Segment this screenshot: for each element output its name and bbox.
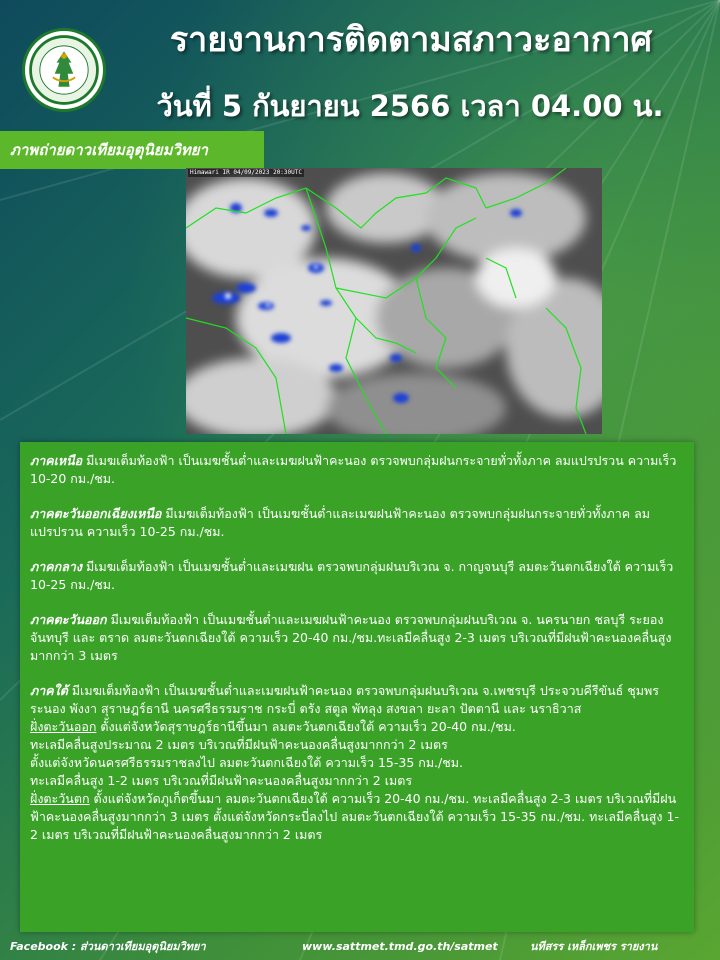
- region-text-central: มีเมฆเต็มท้องฟ้า เป็นเมฆชั้นต่ำและเมฆฝน ตรวจพบกลุ่มฝนบริเวณ จ. กาญจนบุรี ลมตะวันตกเฉียงใต้ ความเร็ว 10-25 กม./ชม.: [30, 559, 674, 592]
- footer-facebook-link[interactable]: Facebook : ส่วนดาวเทียมอุตุนิยมวิทยา: [10, 940, 206, 953]
- region-text-east: มีเมฆเต็มท้องฟ้า เป็นเมฆชั้นต่ำและเมฆฝนฟ้าคะนอง ตรวจพบกลุ่มฝนบริเวณ จ. นครนายก ชลบุรี ระยอง จันทบุรี และ ตราด ลมตะวันตกเฉียงใต้ ความเร็ว 20-40 กม./ชม.ทะเลมีคลื่นสูง 2-3 เมตร บริเวณที่มีฝนฟ้าคะนองคลื่นสูงมากกว่า 3 เมตร: [30, 612, 672, 663]
- region-name-south: ภาคใต้: [30, 683, 68, 698]
- south-east-coast-line3: ตั้งแต่จังหวัดนครศรีธรรมราชลงไป ลมตะวันตกเฉียงใต้ ความเร็ว 15-35 กม./ชม.: [30, 755, 463, 770]
- region-east: [30, 611, 684, 665]
- south-east-coast-line2: ทะเลมีคลื่นสูงประมาณ 2 เมตร บริเวณที่มีฝนฟ้าคะนองคลื่นสูงมากกว่า 2 เมตร: [30, 737, 448, 752]
- region-text-northeast: มีเมฆเต็มท้องฟ้า เป็นเมฆชั้นต่ำและเมฆฝนฟ้าคะนอง ตรวจพบกลุ่มฝนกระจายทั่วทั้งภาค ลมแปรปรวน ความเร็ว 10-25 กม./ชม.: [30, 506, 651, 539]
- region-name-northeast: ภาคตะวันออกเฉียงเหนือ: [30, 506, 162, 521]
- footer-reporter: นทีสรร เหล็กเพชร รายงาน: [530, 940, 658, 953]
- satellite-image-caption: Himawari IR 04/09/2023 20:30UTC: [190, 169, 302, 176]
- region-north: [30, 452, 684, 488]
- region-name-central: ภาคกลาง: [30, 559, 82, 574]
- footer: [0, 936, 720, 960]
- weather-report-box: [20, 442, 694, 932]
- south-east-coast-line4: ทะเลมีคลื่นสูง 1-2 เมตร บริเวณที่มีฝนฟ้าคะนองคลื่นสูงมากกว่า 2 เมตร: [30, 773, 413, 788]
- tmd-logo: [22, 28, 106, 112]
- satellite-image: [186, 168, 602, 434]
- report-date-time: วันที่ 5 กันยายน 2566 เวลา 04.00 น.: [156, 89, 664, 123]
- region-text-south: มีเมฆเต็มท้องฟ้า เป็นเมฆชั้นต่ำและเมฆฝนฟ้าคะนอง ตรวจพบกลุ่มฝนบริเวณ จ.เพชรบุรี ประจวบคีรีขันธ์ ชุมพร ระนอง พังงา สุราษฎร์ธานี นครศรีธรรมราช กระบี่ ตรัง สตูล พัทลุง สงขลา ยะลา ปัตตานี และ นราธิวาส: [30, 683, 659, 716]
- region-northeast: [30, 505, 684, 541]
- satellite-section-label: ภาพถ่ายดาวเทียมอุตุนิยมวิทยา: [0, 131, 264, 169]
- region-text-north: มีเมฆเต็มท้องฟ้า เป็นเมฆชั้นต่ำและเมฆฝนฟ้าคะนอง ตรวจพบกลุ่มฝนกระจายทั่วทั้งภาค ลมแปรปรวน ความเร็ว 10-20 กม./ชม.: [30, 453, 677, 486]
- south-west-coast-label: ฝั่งตะวันตก: [30, 791, 90, 806]
- south-east-coast-label: ฝั่งตะวันออก: [30, 719, 97, 734]
- south-east-coast-line1: ฝั่งตะวันออก ตั้งแต่จังหวัดสุราษฎร์ธานีขึ้นมา ลมตะวันตกเฉียงใต้ ความเร็ว 20-40 กม./ชม.: [30, 719, 516, 734]
- footer-website-link[interactable]: www.sattmet.tmd.go.th/satmet: [302, 940, 498, 953]
- region-name-north: ภาคเหนือ: [30, 453, 83, 468]
- region-name-east: ภาคตะวันออก: [30, 612, 107, 627]
- region-south: [30, 682, 684, 844]
- page-title: รายงานการติดตามสภาวะอากาศ: [169, 20, 653, 60]
- south-west-coast: ฝั่งตะวันตก ตั้งแต่จังหวัดภูเก็ตขึ้นมา ลมตะวันตกเฉียงใต้ ความเร็ว 20-40 กม./ชม. ทะเลมีคลื่นสูง 2-3 เมตร บริเวณที่มีฝนฟ้าคะนองคลื่นสูงมากกว่า 3 เมตร ตั้งแต่จังหวัดกระบี่ลงไป ลมตะวันตกเฉียงใต้ ความเร็ว 15-35 กม./ชม. ทะเลมีคลื่นสูง 1-2 เมตร บริเวณที่มีฝนฟ้าคะนองคลื่นสูงมากกว่า 2 เมตร: [30, 791, 679, 842]
- region-central: [30, 558, 684, 594]
